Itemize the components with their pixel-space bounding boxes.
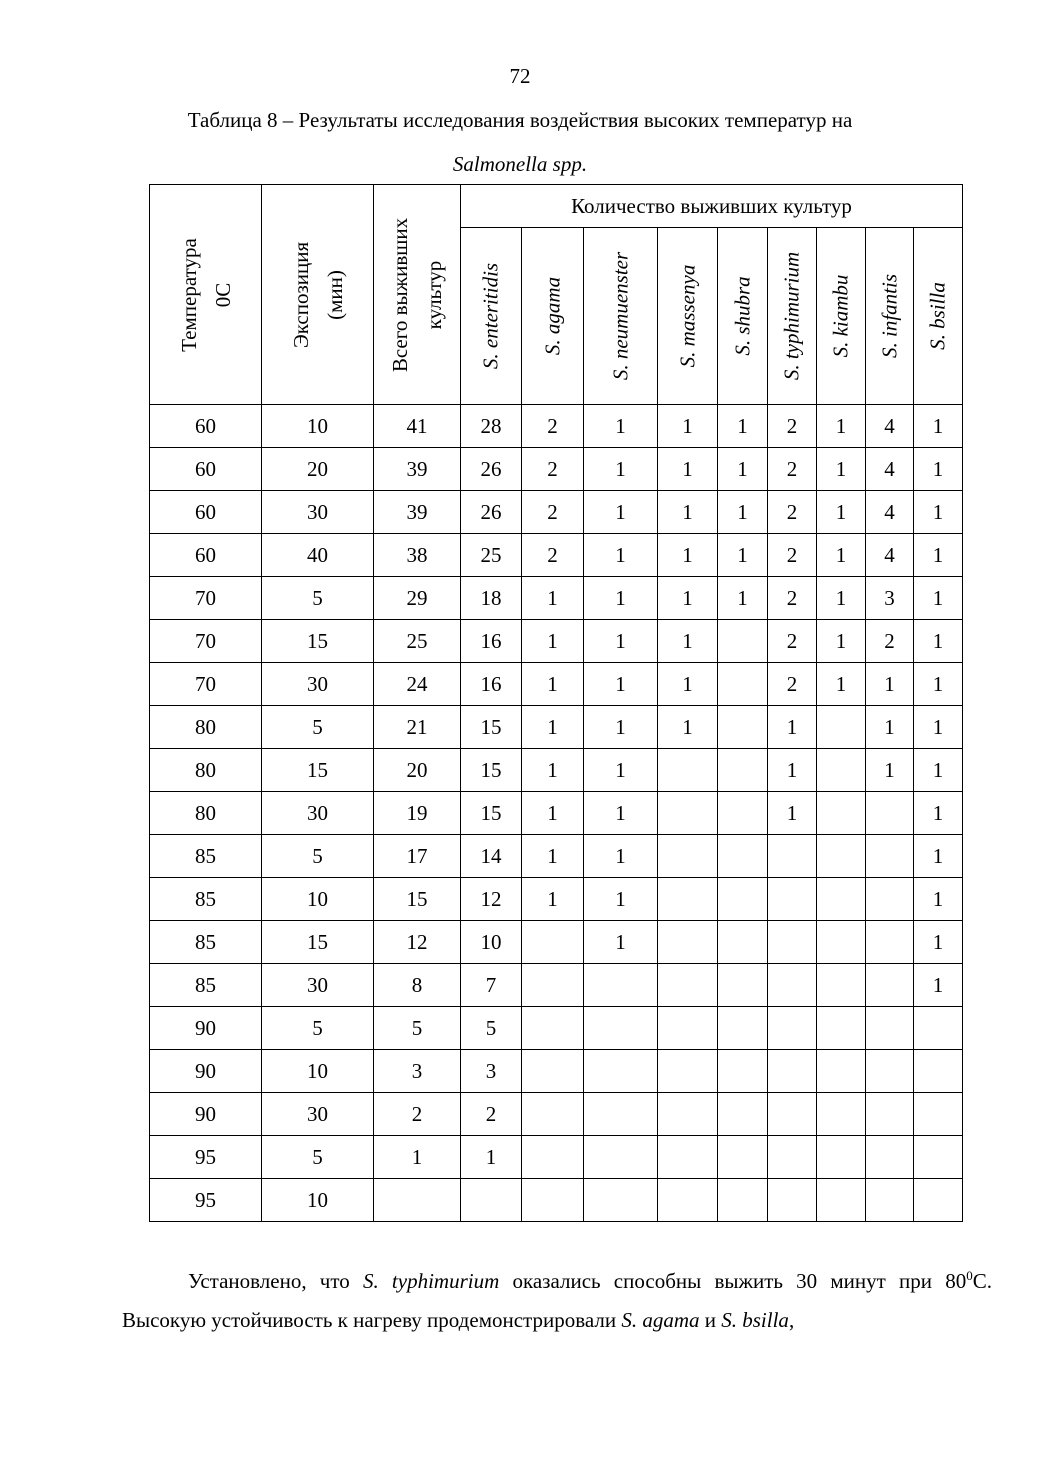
table-cell: 1 bbox=[461, 1136, 522, 1179]
table-cell: 1 bbox=[914, 405, 963, 448]
table-cell bbox=[866, 1050, 914, 1093]
table-cell: 4 bbox=[866, 534, 914, 577]
table-cell bbox=[866, 964, 914, 1007]
table-row bbox=[150, 1007, 963, 1050]
table-cell: 85 bbox=[150, 921, 262, 964]
table-cell: 1 bbox=[658, 534, 718, 577]
table-cell: 10 bbox=[461, 921, 522, 964]
table-cell bbox=[718, 835, 768, 878]
caption-line-1: Таблица 8 – Результаты исследования воздействия высоких температур на bbox=[187, 108, 853, 132]
header-species bbox=[866, 228, 914, 405]
table-row bbox=[150, 1093, 963, 1136]
table-cell bbox=[768, 964, 817, 1007]
table-cell: 1 bbox=[522, 749, 584, 792]
table-cell bbox=[584, 1050, 658, 1093]
table-cell bbox=[658, 1093, 718, 1136]
table-cell: 1 bbox=[817, 491, 866, 534]
table-cell bbox=[658, 749, 718, 792]
table-cell: 1 bbox=[718, 405, 768, 448]
table-cell: 30 bbox=[262, 1093, 374, 1136]
table-cell bbox=[522, 1179, 584, 1222]
table-cell: 1 bbox=[817, 577, 866, 620]
table-cell: 1 bbox=[584, 835, 658, 878]
table-cell: 1 bbox=[584, 534, 658, 577]
table-cell: 4 bbox=[866, 491, 914, 534]
table-cell: 2 bbox=[522, 534, 584, 577]
table-cell bbox=[866, 1007, 914, 1050]
header-species-label: S. agama bbox=[540, 276, 564, 356]
header-species bbox=[584, 228, 658, 405]
header-species bbox=[768, 228, 817, 405]
table-cell: 90 bbox=[150, 1050, 262, 1093]
table-cell bbox=[718, 792, 768, 835]
header-exposure-line2: (мин) bbox=[322, 269, 347, 320]
table-cell: 17 bbox=[374, 835, 461, 878]
table-cell: 1 bbox=[914, 577, 963, 620]
table-cell: 5 bbox=[262, 1007, 374, 1050]
table-cell: 30 bbox=[262, 491, 374, 534]
table-cell: 26 bbox=[461, 491, 522, 534]
table-cell: 40 bbox=[262, 534, 374, 577]
table-cell bbox=[522, 964, 584, 1007]
paragraph-text: и bbox=[699, 1308, 722, 1332]
table-cell: 10 bbox=[262, 405, 374, 448]
header-total-line2: культур bbox=[422, 260, 446, 329]
table-cell: 2 bbox=[522, 448, 584, 491]
table-row bbox=[150, 534, 963, 577]
table-cell: 60 bbox=[150, 534, 262, 577]
table-row bbox=[150, 577, 963, 620]
table-cell bbox=[866, 921, 914, 964]
table-cell: 15 bbox=[262, 620, 374, 663]
header-species-label: S. enteritidis bbox=[478, 262, 503, 370]
table-cell: 3 bbox=[374, 1050, 461, 1093]
header-species-label: S. typhimurium bbox=[779, 251, 804, 381]
table-cell bbox=[522, 1007, 584, 1050]
paragraph-text: оказались способны выжить 30 минут при 80 bbox=[499, 1269, 967, 1293]
table-cell: 1 bbox=[522, 706, 584, 749]
table-cell: 2 bbox=[374, 1093, 461, 1136]
header-exposure bbox=[262, 185, 374, 405]
table-cell: 1 bbox=[584, 749, 658, 792]
table-cell: 15 bbox=[374, 878, 461, 921]
table-cell: 2 bbox=[768, 448, 817, 491]
table-row bbox=[150, 792, 963, 835]
table-cell: 1 bbox=[522, 835, 584, 878]
table-cell: 5 bbox=[262, 1136, 374, 1179]
table-cell bbox=[817, 1007, 866, 1050]
table-cell bbox=[768, 1179, 817, 1222]
table-cell: 15 bbox=[461, 706, 522, 749]
table-cell: 39 bbox=[374, 448, 461, 491]
table-cell bbox=[866, 1179, 914, 1222]
header-species-label: S. bsilla bbox=[925, 282, 950, 350]
table-row bbox=[150, 749, 963, 792]
header-exposure-line1: Экспозиция bbox=[288, 241, 313, 348]
table-cell bbox=[817, 835, 866, 878]
header-species-label: S. neumuenster bbox=[608, 251, 632, 381]
table-cell bbox=[914, 1179, 963, 1222]
table-cell bbox=[584, 1007, 658, 1050]
table-cell: 10 bbox=[262, 878, 374, 921]
table-cell: 60 bbox=[150, 448, 262, 491]
table-cell: 38 bbox=[374, 534, 461, 577]
table-cell bbox=[522, 1093, 584, 1136]
table-row bbox=[150, 405, 963, 448]
table-cell: 1 bbox=[768, 706, 817, 749]
table-cell bbox=[914, 1136, 963, 1179]
table-cell: 29 bbox=[374, 577, 461, 620]
table-cell: 5 bbox=[262, 835, 374, 878]
table-cell bbox=[768, 1093, 817, 1136]
table-cell bbox=[817, 1050, 866, 1093]
table-cell: 1 bbox=[584, 620, 658, 663]
table-cell: 85 bbox=[150, 835, 262, 878]
table-cell: 28 bbox=[461, 405, 522, 448]
table-caption bbox=[100, 98, 940, 186]
table-cell: 1 bbox=[914, 491, 963, 534]
table-cell bbox=[584, 1093, 658, 1136]
table-cell bbox=[817, 921, 866, 964]
table-cell: 1 bbox=[658, 577, 718, 620]
table-cell bbox=[866, 792, 914, 835]
table-cell bbox=[658, 835, 718, 878]
table-cell: 1 bbox=[914, 448, 963, 491]
table-cell: 1 bbox=[914, 706, 963, 749]
table-cell: 1 bbox=[658, 491, 718, 534]
paragraph-text: Установлено, что bbox=[188, 1269, 363, 1293]
table-cell bbox=[658, 1050, 718, 1093]
table-cell bbox=[817, 749, 866, 792]
table-row bbox=[150, 620, 963, 663]
table-cell: 1 bbox=[817, 534, 866, 577]
table-cell: 1 bbox=[718, 577, 768, 620]
table-cell bbox=[768, 921, 817, 964]
table-cell: 10 bbox=[262, 1179, 374, 1222]
table-cell: 5 bbox=[262, 577, 374, 620]
paragraph-text: С. Высокую устойчивость к нагреву продемонстрировали bbox=[122, 1269, 992, 1332]
table-cell: 1 bbox=[768, 792, 817, 835]
header-species bbox=[914, 228, 963, 405]
table-cell: 1 bbox=[817, 405, 866, 448]
table-cell: 1 bbox=[817, 448, 866, 491]
table-cell: 1 bbox=[584, 706, 658, 749]
paragraph-species-bsilla: S. bsilla bbox=[721, 1308, 789, 1332]
table-cell bbox=[914, 1093, 963, 1136]
table-cell bbox=[866, 1093, 914, 1136]
table-cell: 70 bbox=[150, 577, 262, 620]
table-cell bbox=[718, 1093, 768, 1136]
table-cell: 1 bbox=[374, 1136, 461, 1179]
table-cell: 1 bbox=[866, 749, 914, 792]
table-cell: 2 bbox=[768, 663, 817, 706]
paragraph-degree-sup: 0 bbox=[966, 1268, 973, 1283]
table-cell bbox=[522, 921, 584, 964]
table-cell bbox=[817, 1136, 866, 1179]
table-cell: 1 bbox=[718, 448, 768, 491]
table-cell: 2 bbox=[768, 620, 817, 663]
table-cell: 1 bbox=[914, 749, 963, 792]
table-cell: 25 bbox=[461, 534, 522, 577]
table-cell: 21 bbox=[374, 706, 461, 749]
table-cell: 1 bbox=[658, 620, 718, 663]
paragraph-species-typhimurium: S. typhimurium bbox=[362, 1269, 500, 1293]
table-cell: 70 bbox=[150, 663, 262, 706]
table-cell: 19 bbox=[374, 792, 461, 835]
table-cell: 1 bbox=[522, 792, 584, 835]
header-species bbox=[461, 228, 522, 405]
table-cell: 15 bbox=[461, 792, 522, 835]
table-cell: 4 bbox=[866, 405, 914, 448]
table-cell: 30 bbox=[262, 792, 374, 835]
table-cell: 15 bbox=[262, 921, 374, 964]
table-cell bbox=[718, 1136, 768, 1179]
table-row bbox=[150, 448, 963, 491]
table-cell: 1 bbox=[914, 921, 963, 964]
table-cell bbox=[768, 1050, 817, 1093]
header-temperature-line2: 0С bbox=[210, 282, 235, 307]
table-cell bbox=[718, 749, 768, 792]
table-cell: 1 bbox=[718, 534, 768, 577]
header-species-label: S. massenya bbox=[675, 264, 699, 368]
table-cell bbox=[461, 1179, 522, 1222]
table-cell: 1 bbox=[584, 577, 658, 620]
header-species-label: S. kiambu bbox=[828, 274, 853, 358]
table-cell: 60 bbox=[150, 405, 262, 448]
table-cell bbox=[584, 964, 658, 1007]
table-cell: 95 bbox=[150, 1136, 262, 1179]
table-cell bbox=[768, 835, 817, 878]
table-cell bbox=[768, 878, 817, 921]
table-cell: 14 bbox=[461, 835, 522, 878]
table-cell: 15 bbox=[262, 749, 374, 792]
header-temperature bbox=[150, 185, 262, 405]
table-cell: 1 bbox=[522, 878, 584, 921]
table-cell bbox=[768, 1136, 817, 1179]
table-cell: 1 bbox=[522, 577, 584, 620]
table-cell: 7 bbox=[461, 964, 522, 1007]
table-cell: 16 bbox=[461, 663, 522, 706]
table-cell: 2 bbox=[522, 405, 584, 448]
table-cell bbox=[522, 1136, 584, 1179]
table-cell: 70 bbox=[150, 620, 262, 663]
table-cell: 41 bbox=[374, 405, 461, 448]
table-cell: 1 bbox=[584, 405, 658, 448]
table-cell bbox=[817, 706, 866, 749]
table-cell: 10 bbox=[262, 1050, 374, 1093]
table-cell: 2 bbox=[768, 534, 817, 577]
table-cell: 80 bbox=[150, 749, 262, 792]
body-paragraph bbox=[122, 1262, 992, 1340]
table-cell: 1 bbox=[584, 448, 658, 491]
table-row bbox=[150, 491, 963, 534]
table-row bbox=[150, 663, 963, 706]
table-cell: 5 bbox=[461, 1007, 522, 1050]
table-cell bbox=[718, 878, 768, 921]
table-cell: 2 bbox=[866, 620, 914, 663]
table-cell: 4 bbox=[866, 448, 914, 491]
table-cell bbox=[866, 878, 914, 921]
table-cell bbox=[817, 964, 866, 1007]
table-cell bbox=[658, 964, 718, 1007]
table-row bbox=[150, 835, 963, 878]
table-cell bbox=[914, 1050, 963, 1093]
header-survived-group: Количество выживших культур bbox=[461, 185, 963, 228]
table-cell: 3 bbox=[866, 577, 914, 620]
table-cell: 15 bbox=[461, 749, 522, 792]
page-number: 72 bbox=[509, 64, 531, 88]
header-species bbox=[522, 228, 584, 405]
table-cell: 1 bbox=[522, 663, 584, 706]
table-cell: 2 bbox=[768, 577, 817, 620]
table-cell bbox=[718, 620, 768, 663]
paragraph-species-agama: S. agama bbox=[621, 1308, 700, 1332]
table-cell: 16 bbox=[461, 620, 522, 663]
caption-line-2: Salmonella spp. bbox=[452, 152, 588, 176]
table-cell: 1 bbox=[584, 663, 658, 706]
table-cell: 25 bbox=[374, 620, 461, 663]
table-cell: 1 bbox=[584, 878, 658, 921]
table-cell: 1 bbox=[914, 964, 963, 1007]
table-cell bbox=[718, 964, 768, 1007]
header-species bbox=[658, 228, 718, 405]
table-cell: 1 bbox=[768, 749, 817, 792]
table-cell bbox=[718, 1050, 768, 1093]
table-cell: 80 bbox=[150, 706, 262, 749]
table-cell: 1 bbox=[914, 792, 963, 835]
table-cell bbox=[718, 921, 768, 964]
header-species-label: S. shubra bbox=[730, 276, 754, 356]
header-species bbox=[817, 228, 866, 405]
table-cell: 1 bbox=[817, 620, 866, 663]
header-species-label: S. infantis bbox=[877, 273, 901, 359]
table-cell bbox=[658, 1136, 718, 1179]
table-cell bbox=[584, 1179, 658, 1222]
table-cell: 20 bbox=[374, 749, 461, 792]
table-cell bbox=[718, 663, 768, 706]
table-cell: 2 bbox=[768, 491, 817, 534]
table-cell: 1 bbox=[658, 663, 718, 706]
table-cell: 1 bbox=[584, 921, 658, 964]
table-cell bbox=[658, 792, 718, 835]
table-cell: 1 bbox=[866, 663, 914, 706]
table-cell: 39 bbox=[374, 491, 461, 534]
table-cell: 2 bbox=[461, 1093, 522, 1136]
table-cell: 95 bbox=[150, 1179, 262, 1222]
table-cell bbox=[817, 1179, 866, 1222]
table-cell bbox=[658, 921, 718, 964]
results-table bbox=[149, 184, 963, 1222]
header-total-survived bbox=[374, 185, 461, 405]
table-cell bbox=[658, 878, 718, 921]
table-cell: 8 bbox=[374, 964, 461, 1007]
table-row bbox=[150, 706, 963, 749]
table-cell: 1 bbox=[914, 835, 963, 878]
table-cell bbox=[658, 1007, 718, 1050]
table-cell bbox=[522, 1050, 584, 1093]
table-cell: 5 bbox=[374, 1007, 461, 1050]
table-cell: 85 bbox=[150, 878, 262, 921]
table-cell: 12 bbox=[374, 921, 461, 964]
table-cell: 3 bbox=[461, 1050, 522, 1093]
table-cell bbox=[866, 1136, 914, 1179]
table-cell: 1 bbox=[584, 792, 658, 835]
table-cell bbox=[374, 1179, 461, 1222]
table-row bbox=[150, 921, 963, 964]
table-cell: 1 bbox=[718, 491, 768, 534]
table-cell: 1 bbox=[584, 491, 658, 534]
table-cell: 1 bbox=[658, 706, 718, 749]
table-cell: 1 bbox=[658, 405, 718, 448]
table-cell bbox=[866, 835, 914, 878]
table-cell: 1 bbox=[914, 663, 963, 706]
table-cell: 24 bbox=[374, 663, 461, 706]
table-cell: 90 bbox=[150, 1007, 262, 1050]
table-cell: 30 bbox=[262, 663, 374, 706]
header-total-line1: Всего выживших bbox=[388, 217, 412, 372]
table-cell bbox=[768, 1007, 817, 1050]
table-cell: 1 bbox=[522, 620, 584, 663]
table-cell: 5 bbox=[262, 706, 374, 749]
table-cell bbox=[817, 1093, 866, 1136]
table-row bbox=[150, 1136, 963, 1179]
table-cell: 1 bbox=[817, 663, 866, 706]
table-cell bbox=[584, 1136, 658, 1179]
table-row bbox=[150, 1050, 963, 1093]
table-row bbox=[150, 878, 963, 921]
header-species bbox=[718, 228, 768, 405]
table-cell: 80 bbox=[150, 792, 262, 835]
table-cell: 90 bbox=[150, 1093, 262, 1136]
table-cell bbox=[718, 1179, 768, 1222]
table-cell: 1 bbox=[658, 448, 718, 491]
table-cell: 1 bbox=[914, 878, 963, 921]
table-cell bbox=[718, 706, 768, 749]
table-cell bbox=[817, 792, 866, 835]
table-cell: 30 bbox=[262, 964, 374, 1007]
table-cell bbox=[718, 1007, 768, 1050]
table-cell: 2 bbox=[522, 491, 584, 534]
table-cell: 1 bbox=[866, 706, 914, 749]
table-cell: 26 bbox=[461, 448, 522, 491]
table-cell: 12 bbox=[461, 878, 522, 921]
table-cell: 85 bbox=[150, 964, 262, 1007]
table-row bbox=[150, 1179, 963, 1222]
table-cell: 60 bbox=[150, 491, 262, 534]
table-cell bbox=[658, 1179, 718, 1222]
paragraph-text: , bbox=[788, 1308, 795, 1332]
table-cell: 18 bbox=[461, 577, 522, 620]
table-cell: 1 bbox=[914, 534, 963, 577]
table-cell: 2 bbox=[768, 405, 817, 448]
table-cell: 1 bbox=[914, 620, 963, 663]
table-cell bbox=[817, 878, 866, 921]
table-row bbox=[150, 964, 963, 1007]
header-temperature-line1: Температура bbox=[176, 237, 201, 352]
table-cell: 20 bbox=[262, 448, 374, 491]
table-cell bbox=[914, 1007, 963, 1050]
